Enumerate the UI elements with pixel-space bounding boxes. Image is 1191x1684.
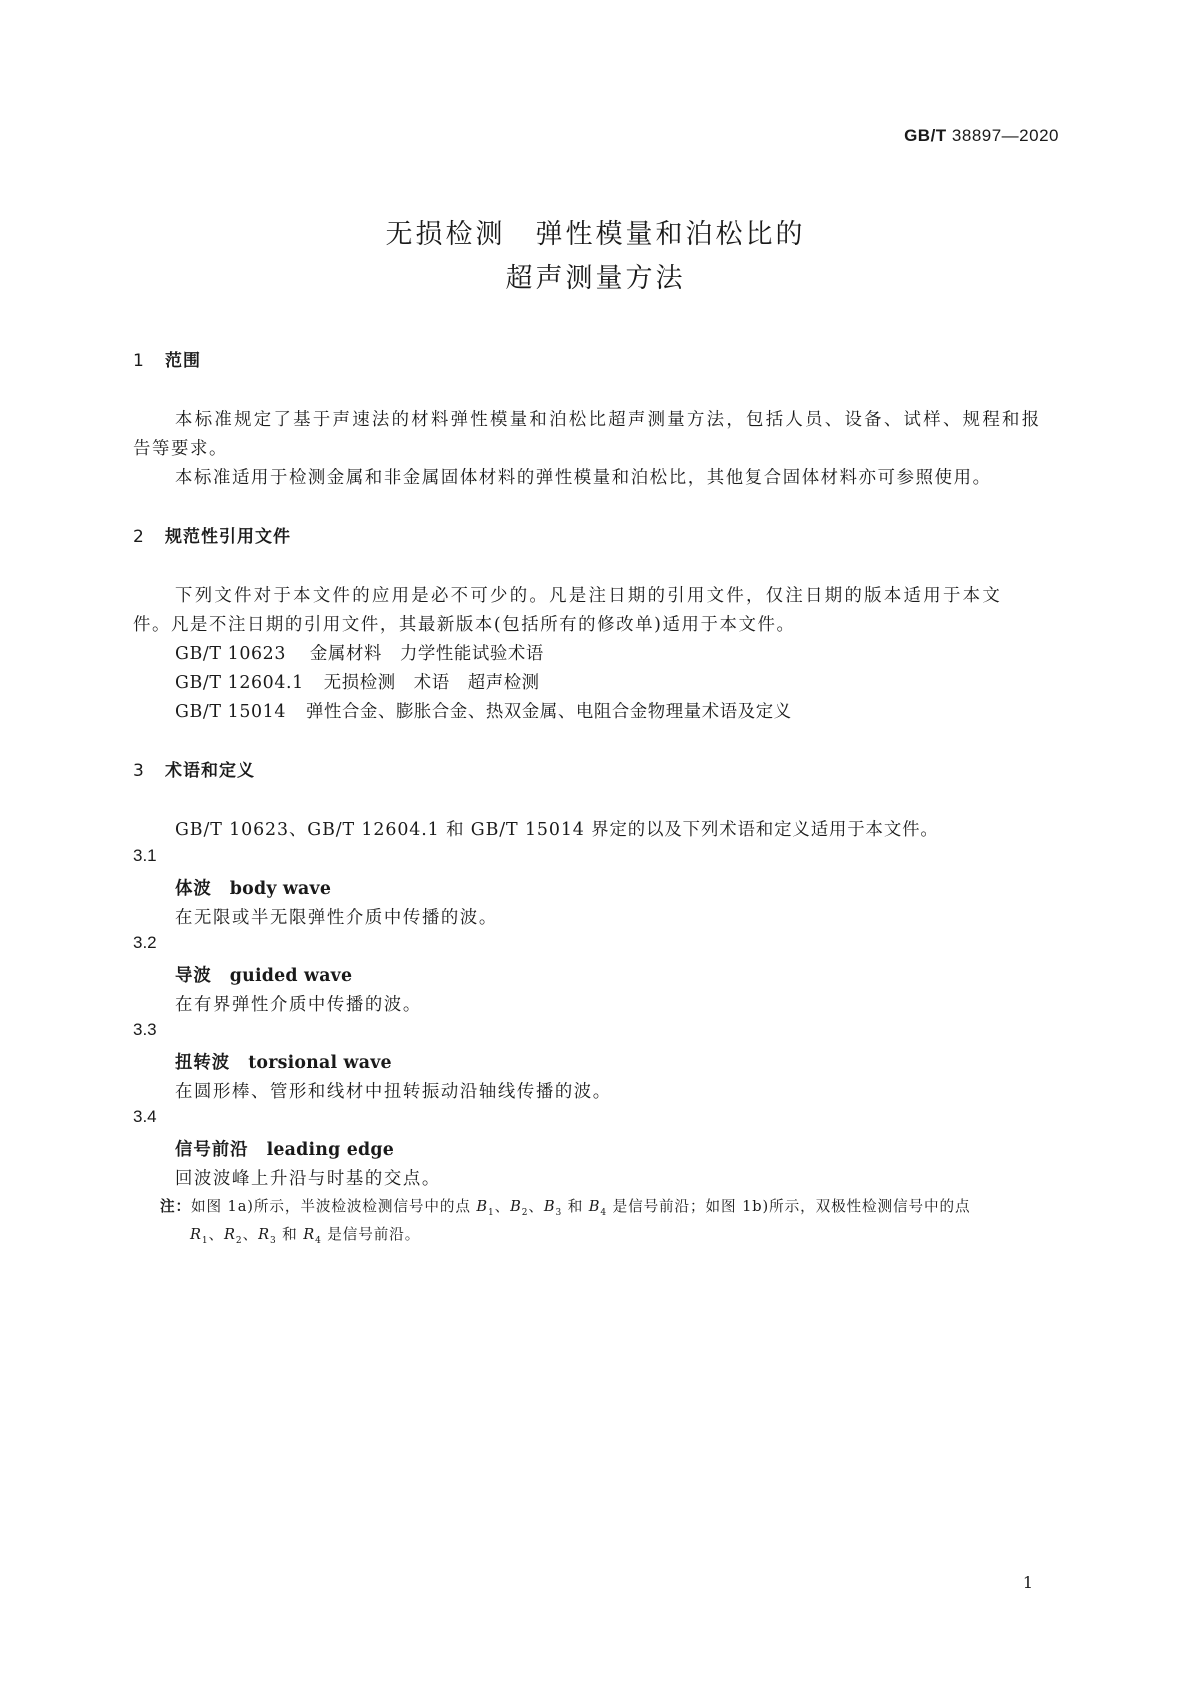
paragraph: 告等要求。 <box>133 439 228 459</box>
section-1-heading <box>133 346 201 371</box>
term-entry <box>175 1135 394 1160</box>
standard-prefix: GB/T <box>904 126 947 145</box>
note-text: 是信号前沿。 <box>327 1226 421 1243</box>
term-entry <box>175 874 331 899</box>
term-en: torsional wave <box>248 1053 392 1073</box>
term-number: 3.4 <box>133 1107 157 1126</box>
term-definition: 回波波峰上升沿与时基的交点。 <box>175 1169 441 1189</box>
section-number: 1 <box>133 351 145 371</box>
page-number: 1 <box>1022 1573 1033 1592</box>
note-text: 是信号前沿；如图 1b)所示，双极性检测信号中的点 <box>612 1198 971 1215</box>
term-en: body wave <box>229 879 332 899</box>
term-number: 3.1 <box>133 846 157 865</box>
note-line-1: 注：如图 1a)所示，半波检波检测信号中的点 $B_1$、$B_2$、$B_3$ 和 $B_4$ 是信号前沿；如图 1b)所示，双极性检测信号中的点 <box>160 1198 971 1218</box>
term-number: 3.2 <box>133 933 157 952</box>
paragraph: 本标准规定了基于声速法的材料弹性模量和泊松比超声测量方法，包括人员、设备、试样、规程和报 <box>175 410 1042 430</box>
reference-title: 弹性合金、膨胀合金、热双金属、电阻合金物理量术语及定义 <box>305 702 792 722</box>
term-definition: 在有界弹性介质中传播的波。 <box>175 995 422 1015</box>
section-number: 2 <box>133 527 145 547</box>
term-entry <box>175 1048 392 1073</box>
section-title: 术语和定义 <box>165 761 255 781</box>
section-2-heading <box>133 522 291 547</box>
term-zh: 信号前沿 <box>175 1140 249 1160</box>
section-3-heading <box>133 756 255 781</box>
reference-item <box>175 668 540 693</box>
document-title-line-1: 无损检测 弹性模量和泊松比的 <box>385 219 806 250</box>
term-zh: 导波 <box>175 966 212 986</box>
reference-item <box>175 697 792 722</box>
note-text: 如图 1a)所示，半波检波检测信号中的点 <box>191 1198 471 1215</box>
term-en: leading edge <box>266 1140 394 1160</box>
paragraph: 本标准适用于检测金属和非金属固体材料的弹性模量和泊松比，其他复合固体材料亦可参照使用。 <box>175 468 992 488</box>
reference-code: GB/T 12604.1 <box>175 673 304 693</box>
standard-code: 38897—2020 <box>951 126 1059 145</box>
paragraph: 件。凡是不注日期的引用文件，其最新版本(包括所有的修改单)适用于本文件。 <box>133 615 796 635</box>
reference-title: 无损检测 术语 超声检测 <box>323 673 540 693</box>
reference-item <box>175 639 544 664</box>
note-label: 注： <box>160 1198 191 1215</box>
term-en: guided wave <box>229 966 353 986</box>
term-entry <box>175 961 352 986</box>
reference-code: GB/T 15014 <box>175 702 286 722</box>
term-zh: 扭转波 <box>175 1053 231 1073</box>
section-title: 范围 <box>165 351 201 371</box>
term-zh: 体波 <box>175 879 212 899</box>
standard-number <box>904 126 1059 146</box>
term-definition: 在无限或半无限弹性介质中传播的波。 <box>175 908 498 928</box>
document-title-line-2: 超声测量方法 <box>505 263 686 294</box>
paragraph: 下列文件对于本文件的应用是必不可少的。凡是注日期的引用文件，仅注日期的版本适用于本文 <box>175 586 1003 606</box>
reference-title: 金属材料 力学性能试验术语 <box>309 644 544 664</box>
term-number: 3.3 <box>133 1020 157 1039</box>
section-title: 规范性引用文件 <box>165 527 291 547</box>
term-definition: 在圆形棒、管形和线材中扭转振动沿轴线传播的波。 <box>175 1082 612 1102</box>
note-line-2: $R_1$、$R_2$、$R_3$ 和 $R_4$ 是信号前沿。 <box>190 1226 421 1246</box>
paragraph: GB/T 10623、GB/T 12604.1 和 GB/T 15014 界定的以及下列术语和定义适用于本文件。 <box>175 820 939 840</box>
reference-code: GB/T 10623 <box>175 644 286 664</box>
section-number: 3 <box>133 761 145 781</box>
